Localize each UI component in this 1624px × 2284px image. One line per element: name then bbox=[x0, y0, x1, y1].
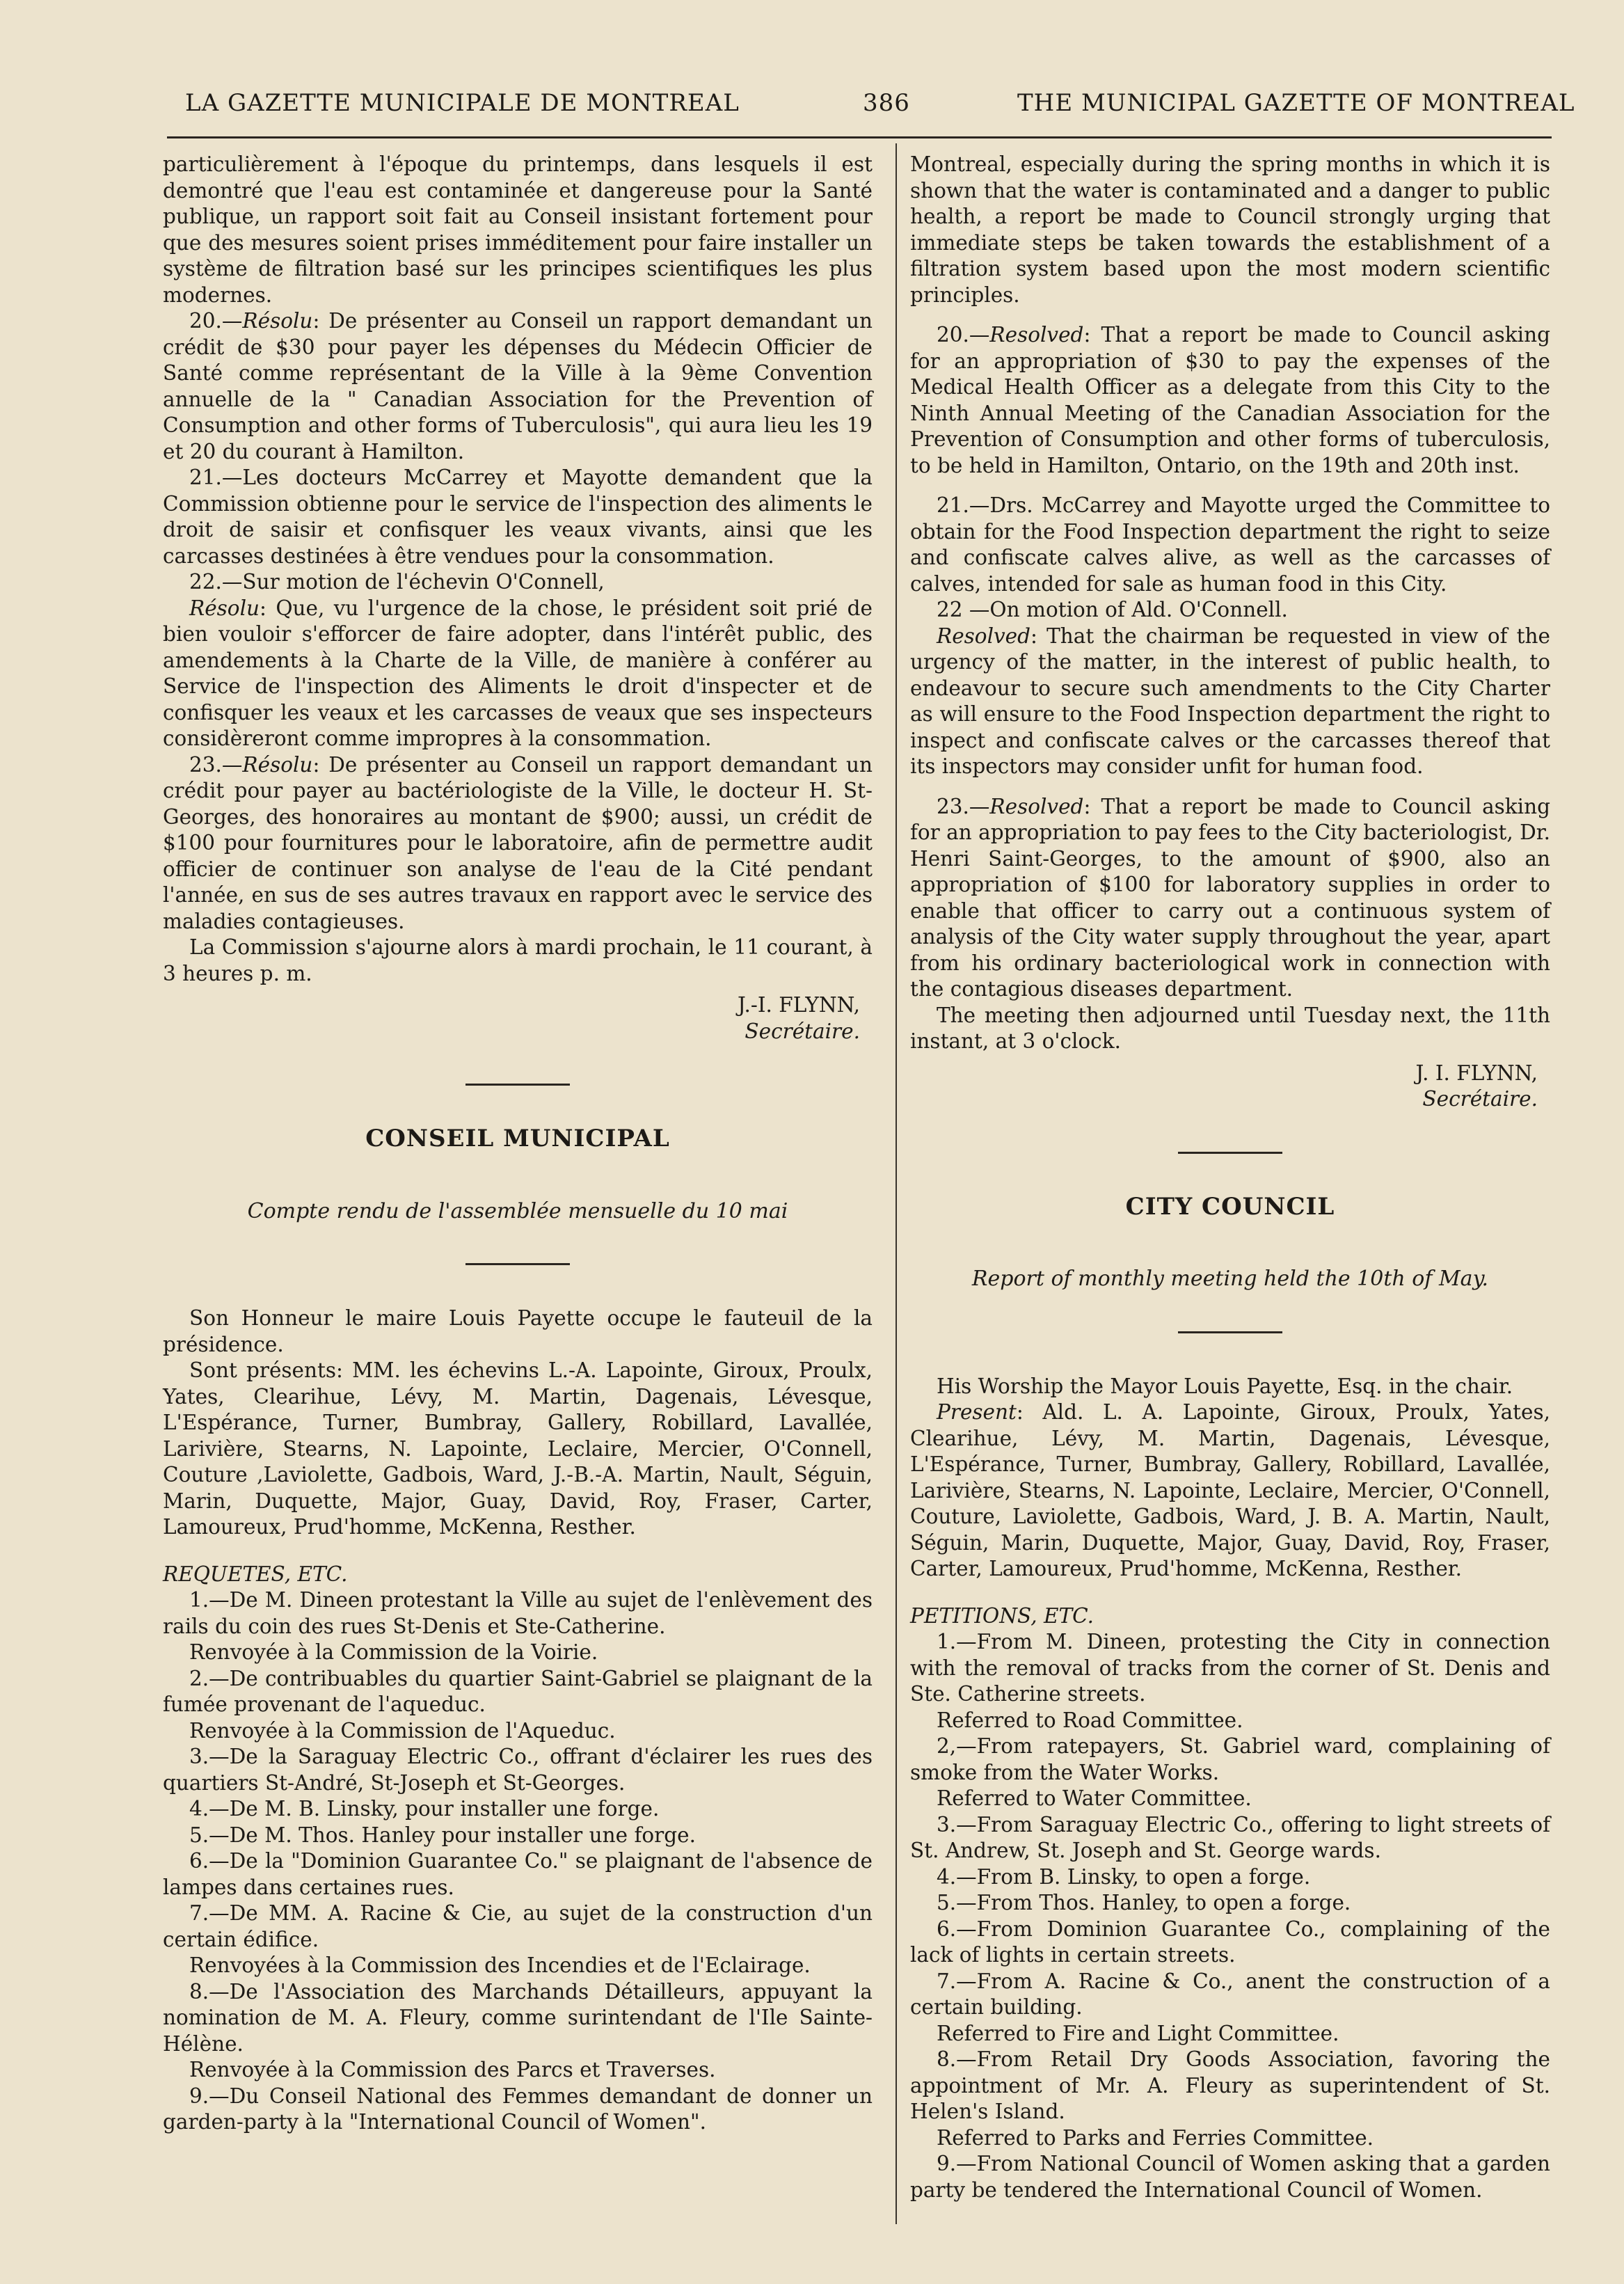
request-1-referral: Renvoyée à la Commission de la Voirie. bbox=[189, 1640, 598, 1664]
section-rule bbox=[1178, 1152, 1282, 1154]
signature-title: Secrétaire. bbox=[745, 1019, 860, 1043]
item-21: 21.—Les docteurs McCarrey et Mayotte demandent que la Commission obtienne pour le service de l'inspection des aliments le droit de saisir et confisquer les veaux vivants, ainsi que les carcasses destinées à être vendues pour la consommation. bbox=[163, 466, 873, 568]
section-rule bbox=[465, 1084, 570, 1086]
requests-heading: REQUETES, ETC. bbox=[163, 1562, 348, 1586]
request-6: 6.—De la "Dominion Guarantee Co." se plaignant de l'absence de lampes dans certaines rues. bbox=[163, 1849, 873, 1899]
mayor-presiding: Son Honneur le maire Louis Payette occupe le fauteuil de la présidence. bbox=[163, 1306, 873, 1356]
item-22: 22 —On motion of Ald. O'Connell. bbox=[937, 598, 1288, 621]
petition-8: 8.—From Retail Dry Goods Association, favoring the appointment of Mr. A. Fleury as superintendent of St. Helen's Island. bbox=[910, 2047, 1550, 2123]
resolution-label: Resolved bbox=[989, 323, 1084, 347]
request-7: 7.—De MM. A. Racine & Cie, au sujet de la construction d'un certain édifice. bbox=[163, 1901, 873, 1951]
request-4: 4.—De M. B. Linsky, pour installer une forge. bbox=[189, 1797, 660, 1821]
resolution-label: Résolu bbox=[242, 752, 313, 777]
attendance-names: : Ald. L. A. Lapointe, Giroux, Proulx, Yates, Clearihue, Lévy, M. Martin, Dagenais, Lévesque, L'Espérance, Turner, Bumbray, Gallery, Robillard, Lavallée, Larivière, Stearns, N. Lapointe, Leclaire, Mercier, O'Connell, Couture, Laviolette, Gadbois, Ward, J. B. A. Martin, Nault, Séguin, Marin, Duquette, Major, Guay, David, Roy, Fraser, Carter, Lamoureux, Prud'homme, McKenna, Resther. bbox=[910, 1400, 1550, 1580]
section-title: CITY COUNCIL bbox=[1125, 1192, 1335, 1221]
item-text: : Que, vu l'urgence de la chose, le président soit prié de bien vouloir s'efforcer de faire adopter, dans l'intérêt public, des amendements à la Charte de la Ville, de manière à conférer au Service de l'inspection des Aliments le droit d'inspecter et de confisquer les veaux et les carcasses de veaux que ses inspecteurs considèreront comme impropres à la consommation. bbox=[163, 596, 873, 750]
attendance-list bbox=[910, 1399, 1550, 1583]
mayor-presiding: His Worship the Mayor Louis Payette, Esq. in the chair. bbox=[937, 1374, 1513, 1398]
item-number: 23.— bbox=[189, 752, 243, 777]
petition-8-referral: Referred to Parks and Ferries Committee. bbox=[937, 2125, 1374, 2150]
running-head bbox=[0, 89, 1624, 131]
item-text: : That the chairman be requested in view of the urgency of the matter, in the interest of public health, to endeavour to secure such amendments to the City Charter as will ensure to the Food Inspection department the right to inspect and confiscate calves or the carcasses thereof that its inspectors may consider unfit for human food. bbox=[910, 624, 1550, 778]
signature-title: Secrétaire. bbox=[1422, 1087, 1538, 1111]
item-number: 23.— bbox=[937, 794, 990, 818]
item-22: 22.—Sur motion de l'échevin O'Connell, bbox=[189, 570, 605, 594]
section-rule bbox=[1178, 1331, 1282, 1333]
request-5: 5.—De M. Thos. Hanley pour installer une forge. bbox=[189, 1823, 696, 1847]
item-number: 20.— bbox=[937, 323, 990, 347]
petition-7-referral: Referred to Fire and Light Committee. bbox=[937, 2021, 1339, 2045]
resolution-label: Resolved bbox=[937, 624, 1031, 648]
item-23 bbox=[163, 752, 873, 935]
item-text: : That a report be made to Council asking for an appropriation of $30 to pay the expenses of the Medical Health Officer as a delegate from this City to the Ninth Annual Meeting of the Canadian Association for the Prevention of Consumption and other forms of tuberculosis, to be held in Hamilton, Ontario, on the 19th and 20th inst. bbox=[910, 323, 1550, 477]
petitions-heading: PETITIONS, ETC. bbox=[910, 1603, 1094, 1628]
petition-1-referral: Referred to Road Committee. bbox=[937, 1708, 1243, 1732]
petition-9: 9.—From National Council of Women asking that a garden party be tendered the International Council of Women. bbox=[910, 2152, 1550, 2202]
item-22-resolution bbox=[163, 596, 873, 752]
section-title: CONSEIL MUNICIPAL bbox=[365, 1125, 670, 1152]
petition-5: 5.—From Thos. Hanley, to open a forge. bbox=[937, 1891, 1351, 1914]
header-english-title: THE MUNICIPAL GAZETTE OF MONTREAL bbox=[1017, 89, 1575, 117]
signature-name: J.-I. FLYNN, bbox=[737, 993, 860, 1017]
item-text: : That a report be made to Council asking for an appropriation to pay fees to the City bacteriologist, Dr. Henri Saint-Georges, to the amount of $900, also an appropriation of $100 for laboratory supplies in order to enable that officer to carry out a continuous system of analysis of the City water supply throughout the year, apart from his ordinary bacteriological work in connection with the contagious diseases department. bbox=[910, 794, 1550, 1001]
item-22-resolution bbox=[910, 624, 1550, 780]
petition-7: 7.—From A. Racine & Co., anent the construction of a certain building. bbox=[910, 1969, 1550, 2019]
request-1: 1.—De M. Dineen protestant la Ville au sujet de l'enlèvement des rails du coin des rues St-Denis et Ste-Catherine. bbox=[163, 1588, 873, 1638]
item-number: 20.— bbox=[189, 309, 243, 333]
present-label: Present bbox=[937, 1400, 1017, 1424]
request-2: 2.—De contribuables du quartier Saint-Gabriel se plaignant de la fumée provenant de l'aqueduc. bbox=[163, 1666, 873, 1716]
petition-2: 2,—From ratepayers, St. Gabriel ward, complaining of smoke from the Water Works. bbox=[910, 1734, 1550, 1784]
request-7-referral: Renvoyées à la Commission des Incendies et de l'Eclairage. bbox=[189, 1953, 811, 1977]
resolution-label: Resolved bbox=[989, 794, 1084, 818]
request-8-referral: Renvoyée à la Commission des Parcs et Traverses. bbox=[189, 2058, 716, 2081]
petition-2-referral: Referred to Water Committee. bbox=[937, 1786, 1252, 1810]
paragraph-continued: particulièrement à l'époque du printemps, dans lesquels il est demontré que l'eau est contaminée et dangereuse pour la Santé publique, un rapport soit fait au Conseil insistant fortement pour que des mesures soient prises imméditement pour faire installer un système de filtration basé sur les principes scientifiques les plus modernes. bbox=[163, 152, 873, 307]
attendance-list: Sont présents: MM. les échevins L.-A. Lapointe, Giroux, Proulx, Yates, Clearihue, Lévy, M. Martin, Dagenais, Lévesque, L'Espérance, Turner, Bumbray, Gallery, Robillard, Lavallée, Larivière, Stearns, N. Lapointe, Leclaire, Mercier, O'Connell, Couture ,Laviolette, Gadbois, Ward, J.-B.-A. Martin, Nault, Séguin, Marin, Duquette, Major, Guay, David, Roy, Fraser, Carter, Lamoureux, Prud'homme, McKenna, Resther. bbox=[163, 1358, 873, 1539]
column-divider bbox=[895, 143, 897, 2224]
item-20 bbox=[910, 322, 1550, 479]
header-rule bbox=[167, 136, 1552, 138]
section-subtitle: Compte rendu de l'assemblée mensuelle du 10 mai bbox=[247, 1198, 788, 1223]
header-french-title: LA GAZETTE MUNICIPALE DE MONTREAL bbox=[185, 89, 740, 117]
spacer bbox=[910, 308, 1550, 322]
resolution-label: Résolu bbox=[189, 596, 260, 620]
petition-3: 3.—From Saraguay Electric Co., offering to light streets of St. Andrew, St. Joseph and St. George wards. bbox=[910, 1812, 1550, 1862]
request-8: 8.—De l'Association des Marchands Détailleurs, appuyant la nomination de M. A. Fleury, comme surintendant de l'Ile Sainte-Hélène. bbox=[163, 1979, 873, 2056]
spacer bbox=[910, 479, 1550, 493]
petition-6: 6.—From Dominion Guarantee Co., complaining of the lack of lights in certain streets. bbox=[910, 1917, 1550, 1967]
page-number: 386 bbox=[863, 89, 910, 117]
petition-4: 4.—From B. Linsky, to open a forge. bbox=[937, 1864, 1311, 1889]
french-column bbox=[163, 152, 873, 2136]
section-subtitle: Report of monthly meeting held the 10th of May. bbox=[971, 1267, 1489, 1291]
paragraph-continued: Montreal, especially during the spring months in which it is shown that the water is contaminated and a danger to public health, a report be made to Council strongly urging that immediate steps be taken towards the establishment of a filtration system based upon the most modern scientific principles. bbox=[910, 152, 1550, 307]
request-2-referral: Renvoyée à la Commission de l'Aqueduc. bbox=[189, 1718, 616, 1743]
spacer bbox=[910, 780, 1550, 794]
request-3: 3.—De la Saraguay Electric Co., offrant d'éclairer les rues des quartiers St-André, St-Joseph et St-Georges. bbox=[163, 1745, 873, 1795]
item-23 bbox=[910, 794, 1550, 1003]
item-text: : De présenter au Conseil un rapport demandant un crédit pour payer au bactériologiste de la Ville, le docteur H. St-Georges, des honoraires au montant de $900; aussi, un crédit de $100 pour fournitures pour le laboratoire, afin de permettre audit officier de continuer son analyse de l'eau de la Cité pendant l'année, en sus de ses autres travaux en rapport avec le service des maladies contagieuses. bbox=[163, 752, 873, 933]
adjournment: The meeting then adjourned until Tuesday next, the 11th instant, at 3 o'clock. bbox=[910, 1003, 1550, 1053]
english-column bbox=[910, 152, 1550, 2203]
item-21: 21.—Drs. McCarrey and Mayotte urged the Committee to obtain for the Food Inspection department the right to seize and confiscate calves alive, as well as the carcasses of calves, intended for sale as human food in this City. bbox=[910, 493, 1550, 596]
adjournment: La Commission s'ajourne alors à mardi prochain, le 11 courant, à 3 heures p. m. bbox=[163, 935, 873, 985]
petition-1: 1.—From M. Dineen, protesting the City in connection with the removal of tracks from the corner of St. Denis and Ste. Catherine streets. bbox=[910, 1630, 1550, 1706]
signature-name: J. I. FLYNN, bbox=[1415, 1061, 1538, 1085]
item-text: : De présenter au Conseil un rapport demandant un crédit de $30 pour payer les dépenses du Médecin Officier de Santé comme représentant de la Ville à la 9ème Convention annuelle de la " Canadian Association for the Prevention of Consumption and other forms of Tuberculosis", qui aura lieu les 19 et 20 du courant à Hamilton. bbox=[163, 309, 873, 463]
section-rule bbox=[465, 1263, 570, 1265]
item-20 bbox=[163, 308, 873, 465]
resolution-label: Résolu bbox=[242, 309, 313, 333]
request-9: 9.—Du Conseil National des Femmes demandant de donner un garden-party à la "International Council of Women". bbox=[163, 2084, 873, 2134]
